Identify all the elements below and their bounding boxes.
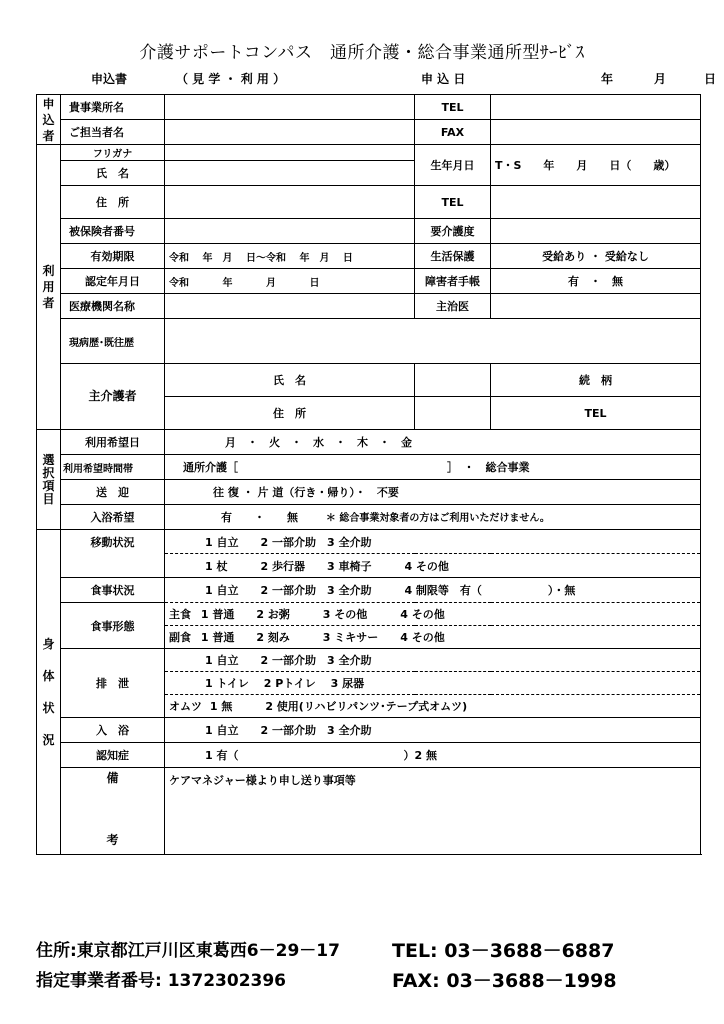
insured-number-field[interactable] [165, 219, 415, 244]
welfare-label: 生活保護 [415, 244, 491, 269]
transport-options[interactable]: 往 復 ・ 片 道（行き・帰り）・ 不要 [165, 480, 701, 505]
condition-section-label: 身体状況 [37, 530, 61, 855]
time-label: 利用希望時間帯 [61, 455, 165, 480]
user-name-label: 氏 名 [61, 161, 165, 186]
excretion-label: 排 泄 [61, 649, 165, 718]
mobility-label: 移動状況 [61, 530, 165, 578]
applicant-fax-field[interactable] [491, 120, 701, 145]
application-year: 年 [601, 72, 614, 86]
furigana-label: フリガナ [61, 145, 165, 161]
meal-options[interactable]: 1 自立 2 一部介助 3 全介助 4 制限等 有（ ）・無 [165, 578, 701, 603]
user-tel-field[interactable] [491, 186, 701, 219]
care-level-label: 要介護度 [415, 219, 491, 244]
birthdate-field[interactable]: T・S 年 月 日（ 歳） [491, 145, 701, 186]
doctor-field[interactable] [491, 294, 701, 319]
diaper-options[interactable]: 1 無 2 使用(リハビリパンツ･テープ式オムツ) [209, 700, 468, 713]
application-form-table [36, 94, 701, 855]
remarks-field[interactable] [165, 768, 701, 855]
caregiver-name-field[interactable] [415, 364, 491, 397]
bath-wish-label: 入浴希望 [61, 505, 165, 530]
transport-label: 送 迎 [61, 480, 165, 505]
staple-options[interactable]: 1 普通 2 お粥 3 その他 4 その他 [200, 608, 445, 621]
staple-prefix: 主食 [169, 608, 191, 621]
care-level-field[interactable] [491, 219, 701, 244]
application-month: 月 [654, 72, 667, 86]
office-name-label: 貴事業所名 [61, 95, 165, 120]
remarks-section-label [61, 768, 165, 855]
application-row [36, 70, 718, 92]
form-title: 介護サポートコンパス 通所介護・総合事業通所型ｻｰﾋﾞｽ [139, 43, 585, 63]
birthdate-label: 生年月日 [415, 145, 491, 186]
insured-number-label: 被保険者番号 [61, 219, 165, 244]
diaper-prefix: オムツ [169, 700, 202, 713]
applicant-fax-label: FAX [415, 120, 491, 145]
applicant-tel-label: TEL [415, 95, 491, 120]
meal-form-label: 食事形態 [61, 603, 165, 649]
caregiver-section-label: 主介護者 [61, 364, 165, 430]
bath-wish-note: ＊ 総合事業対象者の方はご利用いただけません。 [325, 513, 550, 524]
dementia-label: 認知症 [61, 743, 165, 768]
remarks-bottom-char: 考 [106, 833, 119, 847]
time-field[interactable]: 通所介護［ ］ ・ 総合事業 [165, 455, 701, 480]
caregiver-name-label: 氏 名 [165, 364, 415, 397]
history-field[interactable] [165, 319, 701, 364]
remarks-top-char: 備 [106, 771, 119, 785]
contact-person-label: ご担当者名 [61, 120, 165, 145]
office-name-field[interactable] [165, 95, 415, 120]
excretion-options-1[interactable]: 1 自立 2 一部介助 3 全介助 [165, 649, 701, 672]
user-name-field[interactable] [165, 161, 415, 186]
certified-date-field[interactable]: 令和 年 月 日 [165, 269, 415, 294]
user-address-label: 住 所 [61, 186, 165, 219]
user-section-label: 利用者 [37, 145, 61, 430]
disability-label: 障害者手帳 [415, 269, 491, 294]
hospital-label: 医療機関名称 [61, 294, 165, 319]
caregiver-address-label: 住 所 [165, 397, 415, 430]
footer-fax: FAX: 03－3688－1998 [392, 970, 617, 992]
bathing-options[interactable]: 1 自立 2 一部介助 3 全介助 [165, 718, 701, 743]
days-options[interactable]: 月 ・ 火 ・ 水 ・ 木 ・ 金 [165, 430, 701, 455]
days-label: 利用希望日 [61, 430, 165, 455]
application-label: 申込書 [91, 72, 128, 86]
mobility-options-2[interactable]: 1 杖 2 歩行器 3 車椅子 4 その他 [165, 554, 701, 578]
user-address-field[interactable] [165, 186, 415, 219]
application-purpose[interactable]: （ 見 学 ・ 利 用 ） [176, 72, 286, 86]
disability-field[interactable]: 有 ・ 無 [491, 269, 701, 294]
history-label: 現病歴･既往歴 [61, 319, 165, 364]
application-day: 日 [704, 72, 717, 86]
footer-address: 住所:東京都江戸川区東葛西6－29－17 [36, 941, 340, 961]
meal-label: 食事状況 [61, 578, 165, 603]
applicant-section-label: 申込者 [37, 95, 61, 145]
user-tel-label: TEL [415, 186, 491, 219]
contact-person-field[interactable] [165, 120, 415, 145]
caregiver-tel-label: TEL [491, 397, 701, 430]
valid-period-field[interactable]: 令和 年 月 日～令和 年 月 日 [165, 244, 415, 269]
application-date-label: 申 込 日 [421, 72, 466, 86]
side-dish-options[interactable]: 1 普通 2 刻み 3 ミキサー 4 その他 [200, 631, 445, 644]
dementia-options[interactable]: 1 有（ ）2 無 [165, 743, 701, 768]
caregiver-address-field[interactable] [415, 397, 491, 430]
side-dish-prefix: 副食 [169, 631, 191, 644]
diaper-row [165, 695, 701, 718]
hospital-field[interactable] [165, 294, 415, 319]
footer-row-2 [36, 966, 716, 992]
selection-section-label: 選択項目 [37, 430, 61, 530]
caregiver-relation-label: 続 柄 [491, 364, 701, 397]
footer-tel: TEL: 03－3688－6887 [392, 940, 615, 962]
footer-designation: 指定事業者番号: 1372302396 [36, 971, 287, 991]
remarks-text: ケアマネジャー様より申し送り事項等 [169, 774, 356, 787]
doctor-label: 主治医 [415, 294, 491, 319]
furigana-field[interactable] [165, 145, 415, 161]
staple-row [165, 603, 701, 626]
applicant-tel-field[interactable] [491, 95, 701, 120]
bathing-label: 入 浴 [61, 718, 165, 743]
bath-wish-field [165, 505, 701, 530]
excretion-options-2[interactable]: 1 トイレ 2 Pトイレ 3 尿器 [165, 672, 701, 695]
side-dish-row [165, 626, 701, 649]
bath-wish-options[interactable]: 有 ・ 無 [221, 511, 298, 524]
mobility-options-1[interactable]: 1 自立 2 一部介助 3 全介助 [165, 530, 701, 554]
valid-period-label: 有効期限 [61, 244, 165, 269]
welfare-field[interactable]: 受給あり ・ 受給なし [491, 244, 701, 269]
certified-date-label: 認定年月日 [61, 269, 165, 294]
footer-row-1 [36, 936, 716, 960]
